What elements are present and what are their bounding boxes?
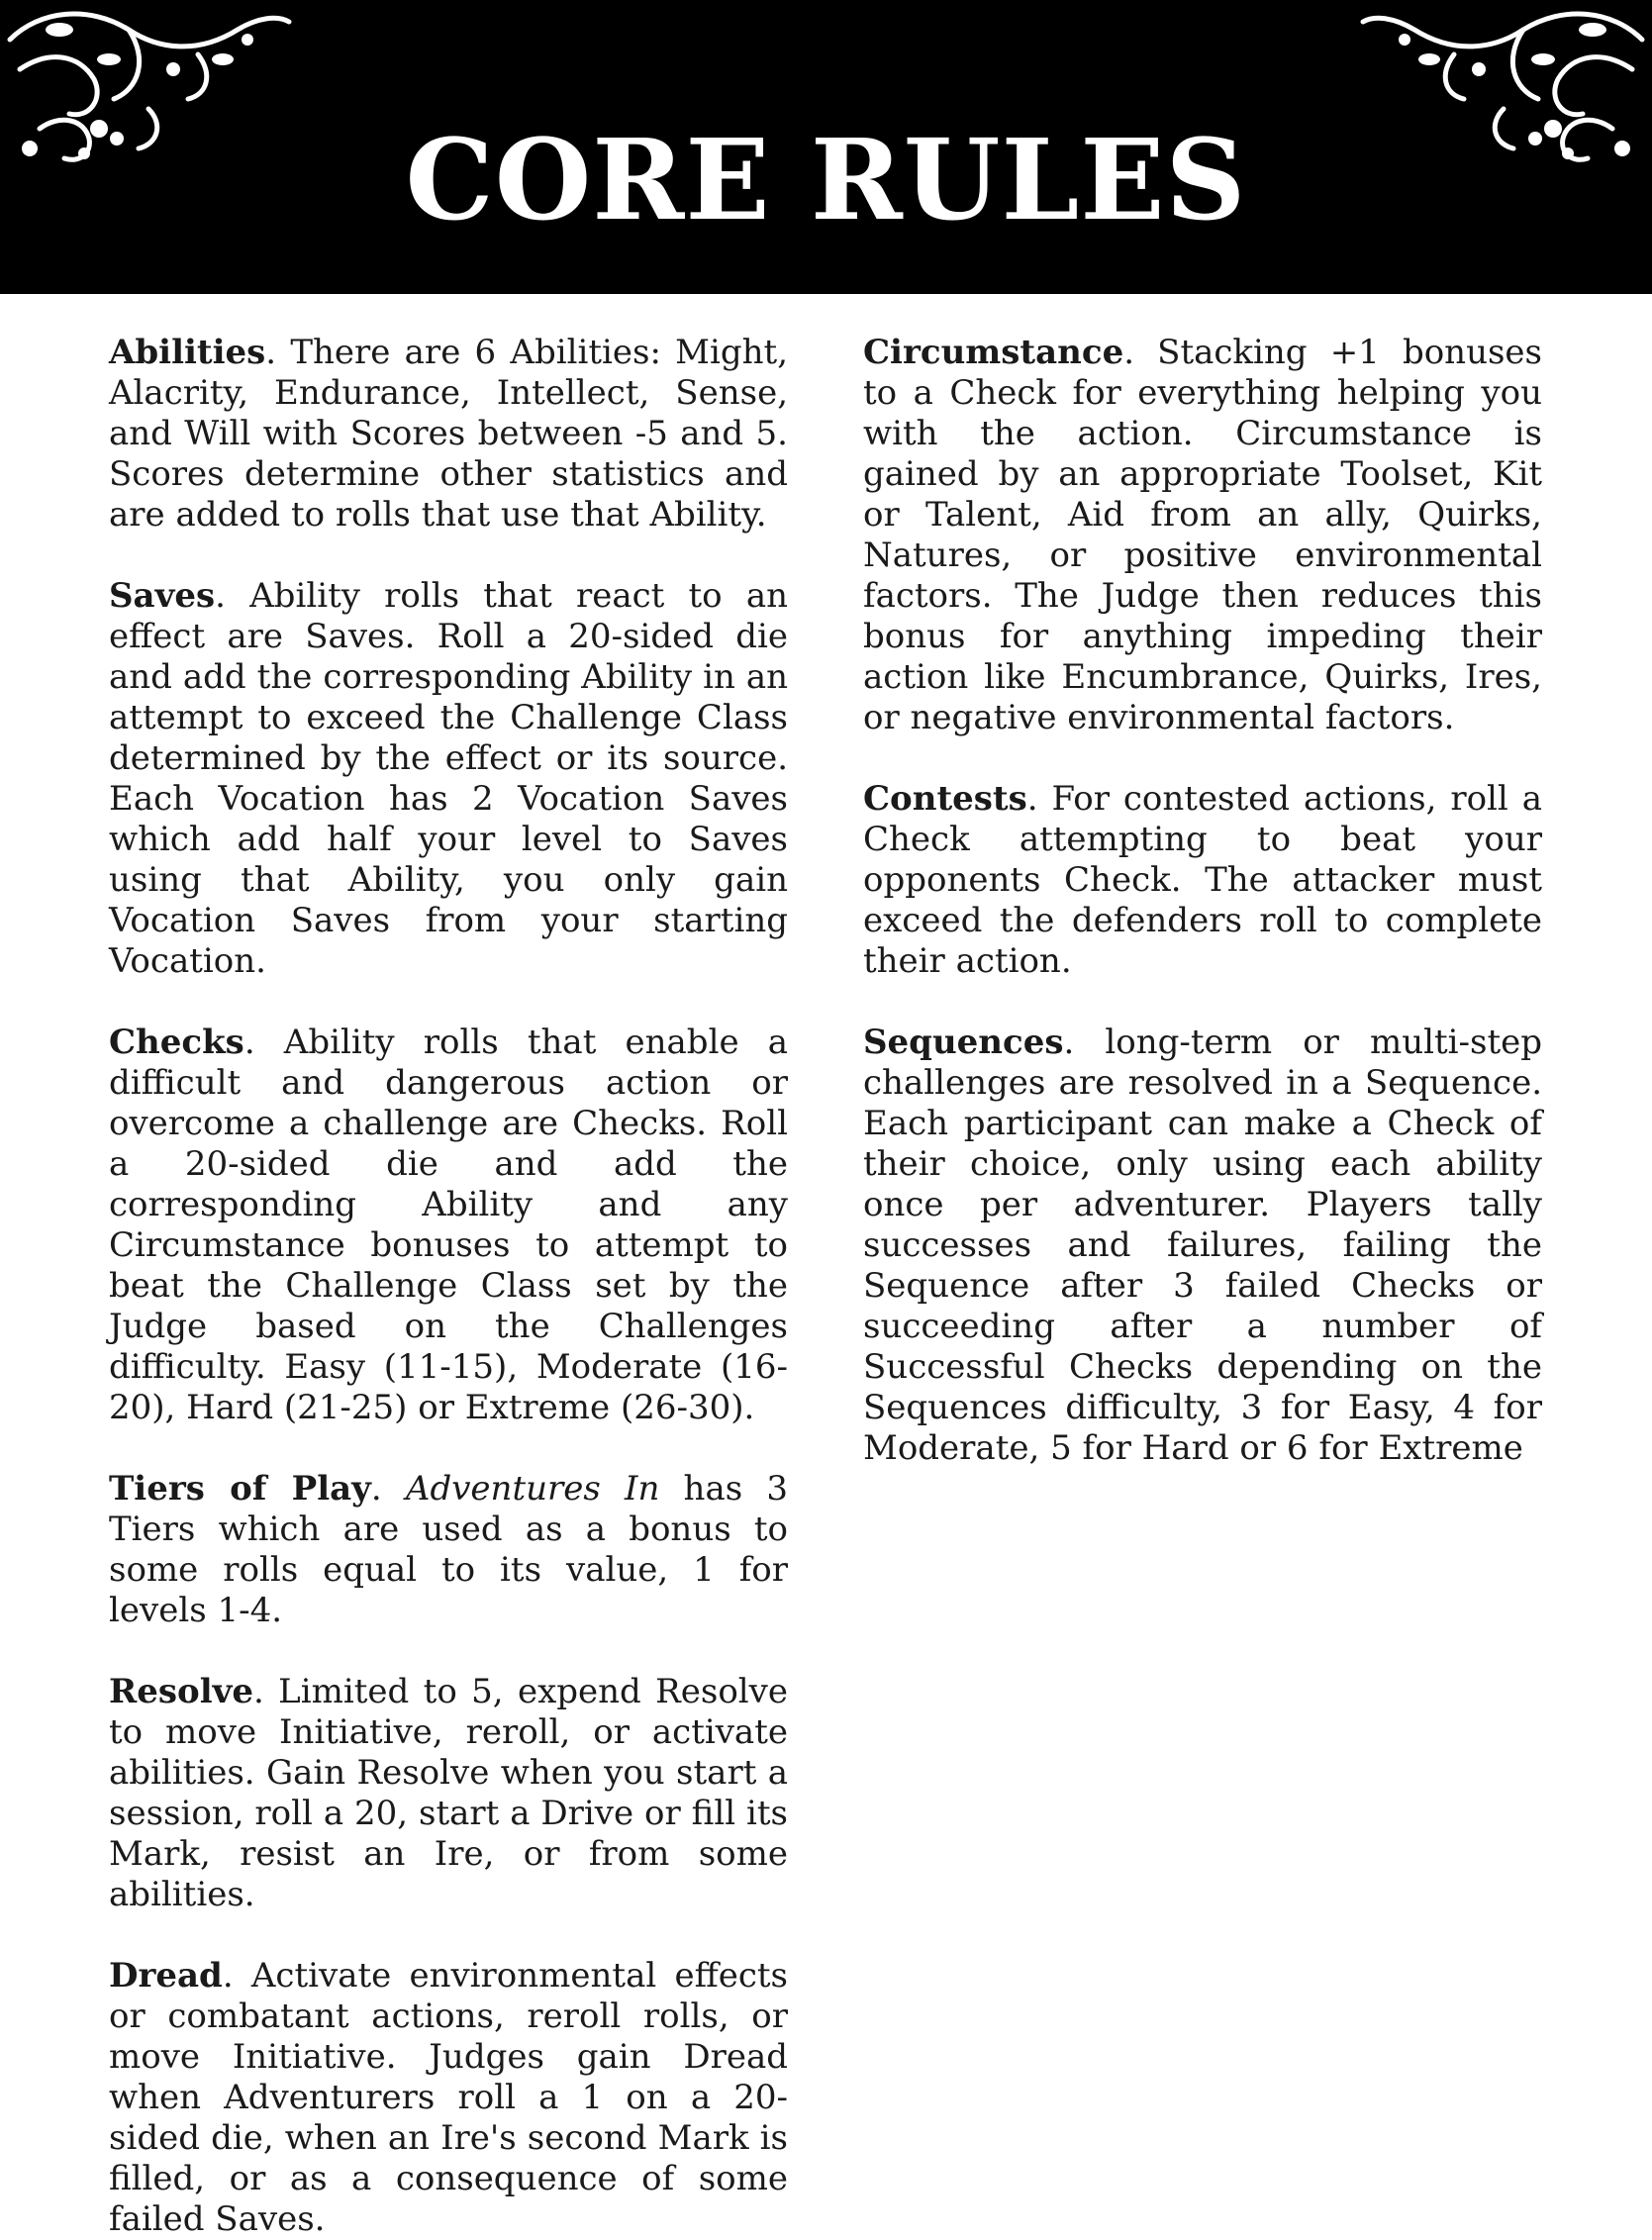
rule-term: Dread [109,1956,223,1996]
rule-term: Contests [863,779,1027,819]
rule-term: Sequences [863,1023,1064,1062]
rule-sequences [863,1023,1542,1469]
rule-saves [109,576,788,982]
rule-text: . Ability rolls that react to an effect are Saves. Roll a 20-sided die and add the corresponding Ability in an attempt to exceed the Challenge Class determined by the effect or its source. Each Vocation has 2 Vocation Saves which add half your level to Saves using that Ability, you only gain Vocation Saves from your starting Vocation. [109,576,788,981]
rule-term: Saves [109,576,216,616]
rule-checks [109,1023,788,1428]
rule-text: . Ability rolls that enable a difficult and dangerous action or overcome a challenge are Checks. Roll a 20-sided die and add the corresponding Ability and any Circumstance bonuses to attempt to beat the Challenge Class set by the Judge based on the Challenges difficulty. Easy (11-15), Moderate (16-20), Hard (21-25) or Extreme (26-30). [109,1023,788,1427]
rule-abilities [109,333,788,536]
rule-dread [109,1956,788,2240]
left-column [109,333,788,2240]
rule-circumstance [863,333,1542,738]
rule-term: Circumstance [863,333,1124,372]
rule-text: . Limited to 5, expend Resolve to move Initiative, reroll, or activate abilities. Gain Resolve when you start a session, roll a 20, start a Drive or fill its Mark, resist an Ire, or from some abilities. [109,1672,788,1914]
rule-resolve [109,1672,788,1915]
right-column [863,333,1542,1469]
rule-emphasis: Adventures In [405,1469,660,1509]
rule-text: . There are 6 Abilities: Might, Alacrity, Endurance, Intellect, Sense, and Will with Scores between -5 and 5. Scores determine other statistics and are added to rolls that use that Ability. [109,333,788,535]
rule-term: Resolve [109,1672,254,1711]
rule-text: . Stacking +1 bonuses to a Check for everything helping you with the action. Circumstance is gained by an appropriate Toolset, Kit or Talent, Aid from an ally, Quirks, Natures, or positive environmental factors. The Judge then reduces this bonus for anything impeding their action like Encumbrance, Quirks, Ires, or negative environmental factors. [863,333,1542,737]
rule-term: Tiers of Play [109,1469,371,1509]
header-banner [0,0,1652,294]
page-title: CORE RULES [405,116,1247,245]
rule-text: . For contested actions, roll a Check attempting to beat your opponents Check. The attacker must exceed the defenders roll to complete their action. [863,779,1542,981]
rule-text: . long-term or multi-step challenges are resolved in a Sequence. Each participant can make a Check of their choice, only using each ability once per adventurer. Players tally successes and failures, failing the Sequence after 3 failed Checks or succeeding after a number of Successful Checks depending on the Sequences difficulty, 3 for Easy, 4 for Moderate, 5 for Hard or 6 for Extreme [863,1023,1542,1468]
rule-term: Checks [109,1023,244,1062]
rule-contests [863,779,1542,982]
rule-text: . Activate environmental effects or combatant actions, reroll rolls, or move Initiative. Judges gain Dread when Adventurers roll a 1 on a 20-sided die, when an Ire's second Mark is filled, or as a consequence of some failed Saves. [109,1956,788,2239]
rule-tiers-of-play [109,1469,788,1631]
rule-term: Abilities [109,333,266,372]
rule-text: has 3 Tiers which are used as a bonus to some rolls equal to its value, 1 for levels 1-4. [109,1469,788,1630]
rule-text-pre: . [370,1469,406,1509]
